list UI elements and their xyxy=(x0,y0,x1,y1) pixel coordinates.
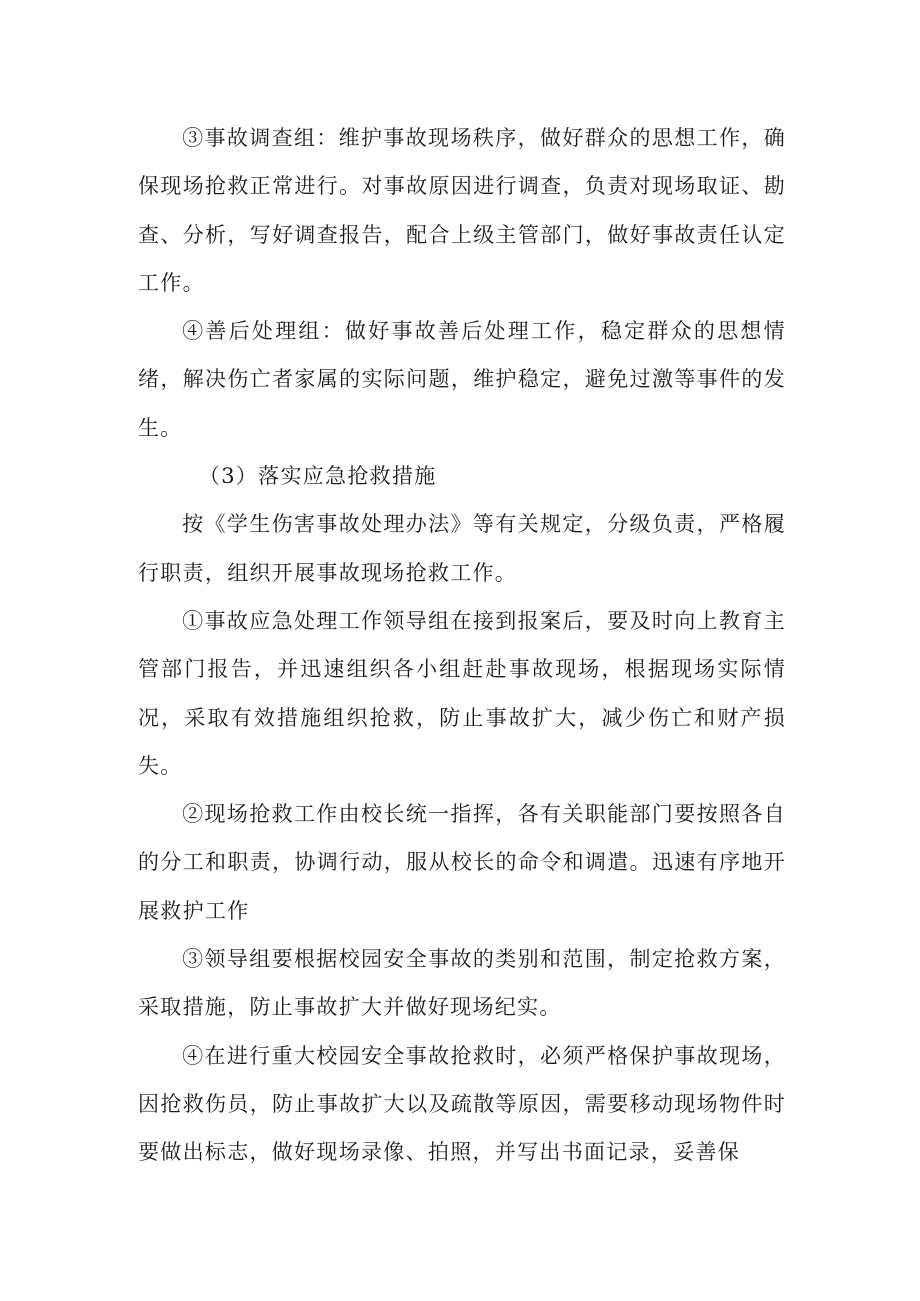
paragraph-step-1: ①事故应急处理工作领导组在接到报案后，要及时向上教育主管部门报告，并迅速组织各小组赶赴事故现场，根据现场实际情况，采取有效措施组织抢救，防止事故扩大，减少伤亡和财产损失。 xyxy=(138,608,786,778)
paragraph-step-2: ②现场抢救工作由校长统一指挥，各有关职能部门要按照各自的分工和职责，协调行动，服从校长的命令和调遣。迅速有序地开展救护工作 xyxy=(138,802,786,923)
document-body xyxy=(138,114,786,1177)
paragraph-regulations: 按《学生伤害事故处理办法》等有关规定，分级负责，严格履行职责，组织开展事故现场抢救工作。 xyxy=(138,512,786,585)
section-heading: （3）落实应急抢救措施 xyxy=(198,464,437,489)
paragraph-step-3: ③领导组要根据校园安全事故的类别和范围，制定抢救方案，采取措施，防止事故扩大并做好现场纪实。 xyxy=(138,947,786,1020)
paragraph-step-4: ④在进行重大校园安全事故抢救时，必须严格保护事故现场，因抢救伤员，防止事故扩大以及疏散等原因，需要移动现场物件时要做出标志，做好现场录像、拍照，并写出书面记录，妥善保 xyxy=(138,1043,786,1165)
paragraph-aftermath-group: ④善后处理组：做好事故善后处理工作，稳定群众的思想情绪，解决伤亡者家属的实际问题，维护稳定，避免过激等事件的发生。 xyxy=(138,319,786,440)
paragraph-investigation-group: ③事故调查组：维护事故现场秩序，做好群众的思想工作，确保现场抢救正常进行。对事故原因进行调查，负责对现场取证、勘查、分析，写好调查报告，配合上级主管部门，做好事故责任认定工作。 xyxy=(138,126,786,295)
